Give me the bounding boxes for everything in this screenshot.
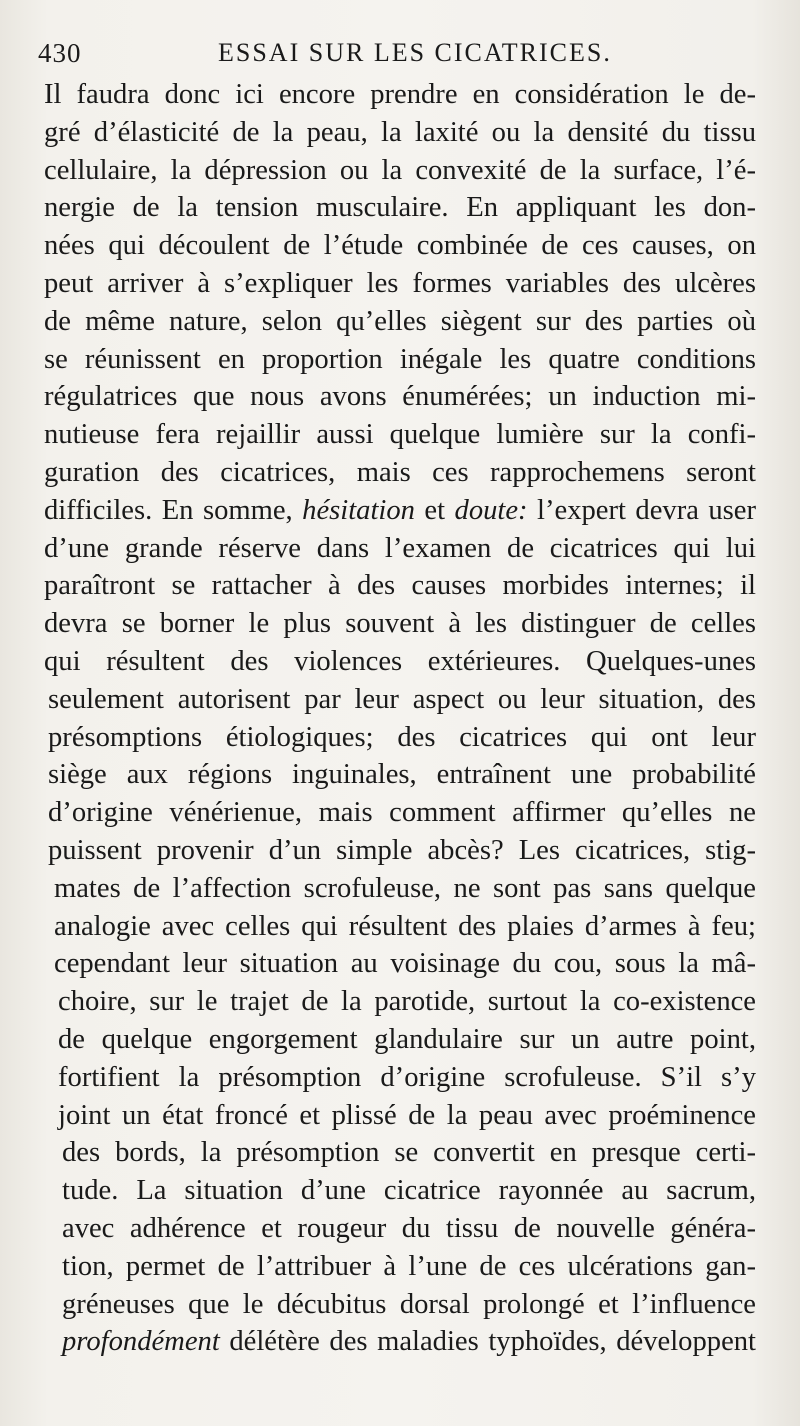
text-line-mixed — [44, 492, 756, 530]
text-line: se réunissent en proportion inégale les quatre conditions — [44, 343, 756, 375]
text-line: Il faudra donc ici encore prendre en considération le de- — [44, 79, 756, 110]
italic-term: doute: — [454, 494, 528, 526]
text-line: qui résultent des violences extérieures. Quelques-unes — [44, 645, 756, 677]
text-line: régulatrices que nous avons énumérées; un induction mi- — [44, 381, 756, 413]
text-line: gré d’élasticité de la peau, la laxité ou la densité du tissu — [44, 116, 756, 148]
text-line: seulement autorisent par leur aspect ou leur situation, des — [48, 683, 756, 715]
text-line: choire, sur le trajet de la parotide, surtout la co-existence — [58, 986, 756, 1018]
text-line: devra se borner le plus souvent à les distinguer de celles — [44, 608, 756, 640]
text-line: d’une grande réserve dans l’examen de cicatrices qui lui — [44, 532, 756, 564]
page-header — [38, 38, 758, 78]
text-line: joint un état froncé et plissé de la peau avec proéminence — [58, 1099, 756, 1131]
text-line: de quelque engorgement glandulaire sur un autre point, — [58, 1023, 756, 1055]
body-text — [44, 76, 756, 1361]
text-line: mates de l’affection scrofuleuse, ne sont pas sans quelque — [54, 872, 756, 904]
text-line: analogie avec celles qui résultent des plaies d’armes à feu; — [54, 910, 756, 942]
text-line: gréneuses que le décubitus dorsal prolongé et l’influence — [62, 1288, 756, 1320]
text-line: tion, permet de l’attribuer à l’une de ces ulcérations gan- — [62, 1250, 756, 1282]
text-line: des bords, la présomption se convertit en presque certi- — [62, 1137, 756, 1169]
text-line: de même nature, selon qu’elles siègent sur des parties où — [44, 305, 756, 337]
text-line: nergie de la tension musculaire. En appliquant les don- — [44, 192, 756, 224]
text-line: fortifient la présomption d’origine scrofuleuse. S’il s’y — [58, 1061, 756, 1093]
text-run: l’expert devra user — [527, 494, 756, 526]
text-line: peut arriver à s’expliquer les formes variables des ulcères — [44, 267, 756, 299]
text-line: présomptions étiologiques; des cicatrices qui ont leur — [48, 721, 756, 753]
text-line: cellulaire, la dépression ou la convexité de la surface, l’é- — [44, 154, 756, 186]
text-line: puissent provenir d’un simple abcès? Les cicatrices, stig- — [48, 834, 756, 866]
text-line: cependant leur situation au voisinage du cou, sous la mâ- — [54, 948, 756, 980]
text-line-mixed — [44, 1323, 756, 1361]
italic-term: profondément — [62, 1326, 220, 1358]
running-title: ESSAI SUR LES CICATRICES. — [218, 38, 612, 67]
text-line: nutieuse fera rejaillir aussi quelque lumière sur la confi- — [44, 419, 756, 451]
text-line: nées qui découlent de l’étude combinée de ces causes, on — [44, 230, 756, 262]
text-line: siège aux régions inguinales, entraînent une probabilité — [48, 759, 756, 791]
text-line: tude. La situation d’une cicatrice rayonnée au sacrum, — [62, 1175, 756, 1207]
text-line: avec adhérence et rougeur du tissu de nouvelle généra- — [62, 1212, 756, 1244]
italic-term: hésitation — [302, 494, 415, 526]
text-run: et — [414, 494, 455, 526]
text-line: d’origine vénérienue, mais comment affirmer qu’elles ne — [48, 797, 756, 829]
text-line: paraîtront se rattacher à des causes morbides internes; il — [44, 570, 756, 602]
text-line: guration des cicatrices, mais ces rapprochemens seront — [44, 456, 756, 488]
page-number: 430 — [38, 38, 82, 68]
text-run: difficiles. En somme, — [44, 494, 303, 526]
text-run: délétère des maladies typhoïdes, développent — [219, 1326, 756, 1358]
